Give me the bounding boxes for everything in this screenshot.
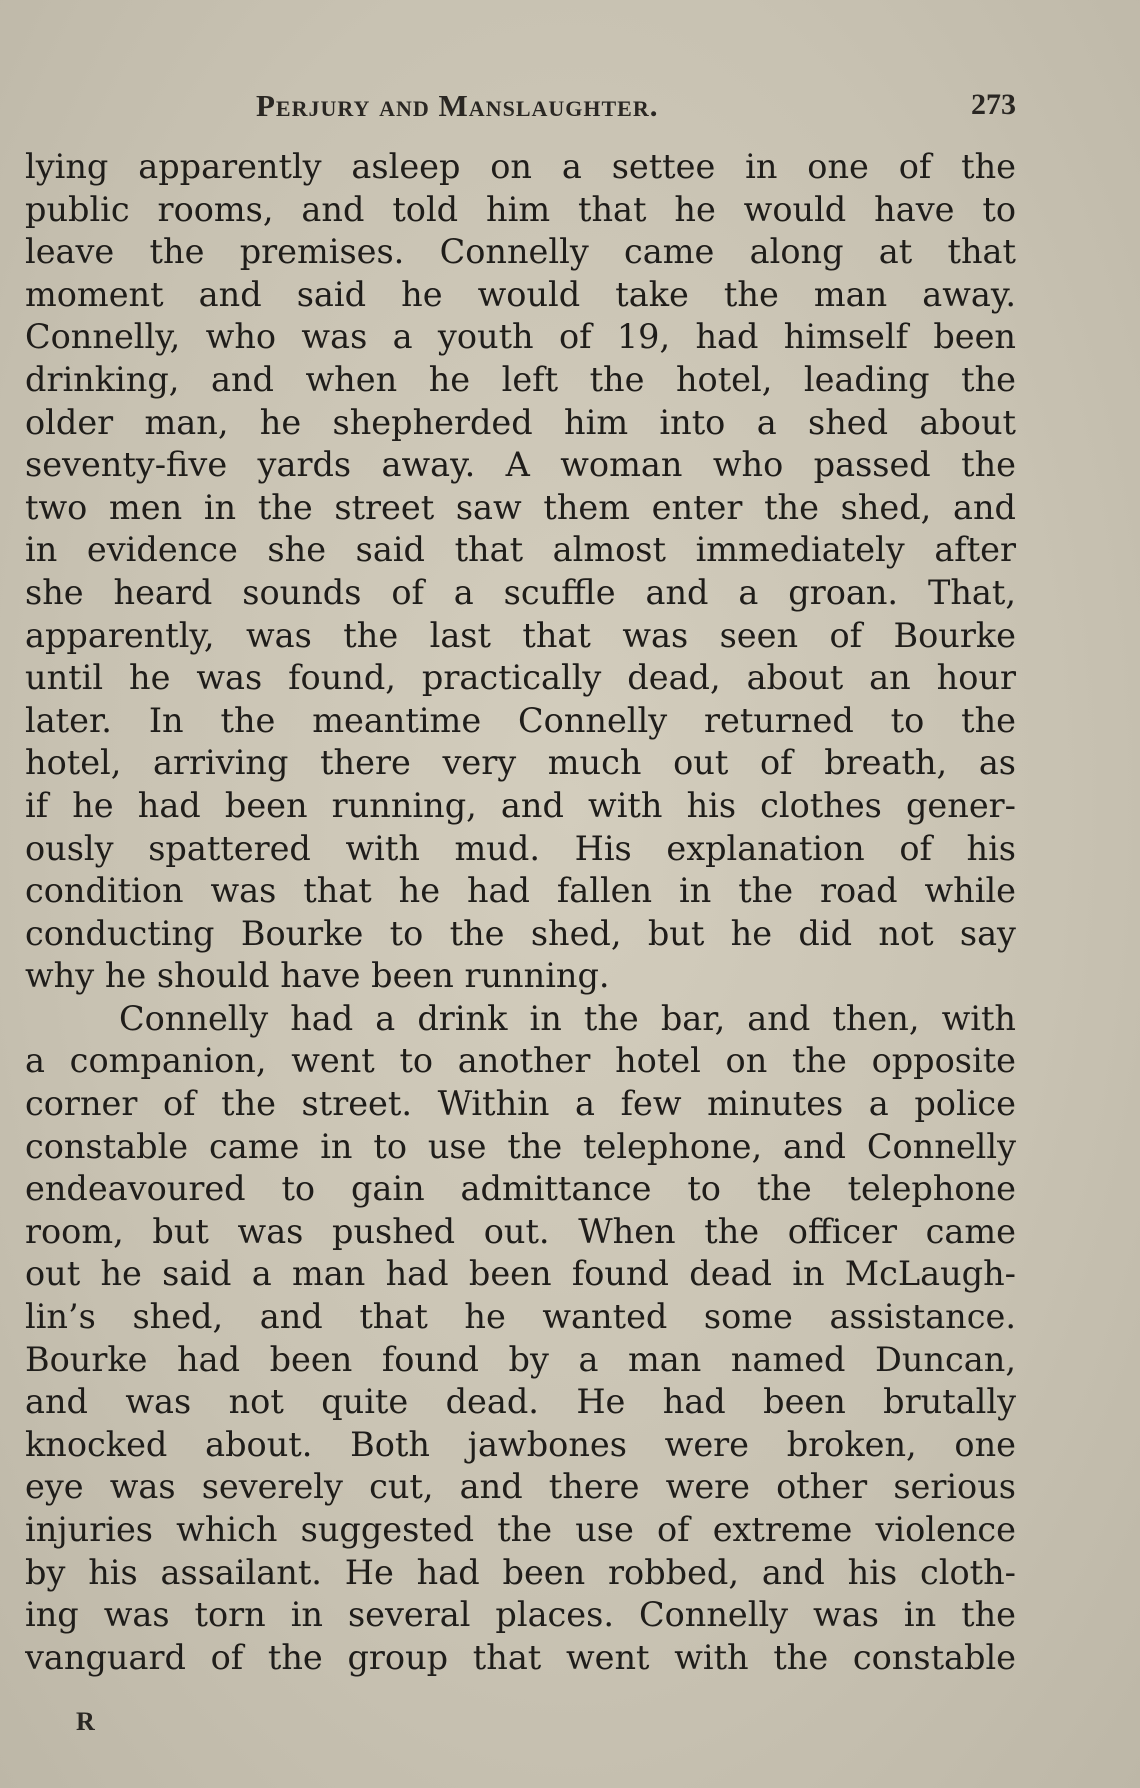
- text-line: older man, he shepherded him into a shed about: [25, 402, 1016, 442]
- text-line: out he said a man had been found dead in McLaugh-: [25, 1254, 1016, 1294]
- text-line: by his assailant. He had been robbed, and his cloth-: [25, 1552, 1016, 1592]
- text-line: public rooms, and told him that he would have to: [25, 189, 1016, 229]
- text-line: ing was torn in several places. Connelly was in the: [25, 1595, 1016, 1635]
- text-line: moment and said he would take the man away.: [25, 274, 1016, 314]
- text-line: corner of the street. Within a few minutes a police: [25, 1084, 1016, 1124]
- text-line: room, but was pushed out. When the officer came: [25, 1211, 1016, 1251]
- text-line: lying apparently asleep on a settee in one of the: [25, 147, 1016, 186]
- text-line: knocked about. Both jawbones were broken, one: [25, 1424, 1016, 1464]
- text-line: ously spattered with mud. His explanation of his: [25, 828, 1016, 868]
- text-line: and was not quite dead. He had been brutally: [25, 1382, 1016, 1422]
- text-line: seventy-five yards away. A woman who passed the: [25, 445, 1016, 485]
- text-line: Connelly, who was a youth of 19, had himself been: [25, 317, 1016, 357]
- text-line: eye was severely cut, and there were other serious: [25, 1467, 1016, 1507]
- page-number: 273: [971, 88, 1016, 121]
- text-line: conducting Bourke to the shed, but he did not say: [25, 913, 1016, 953]
- text-line: apparently, was the last that was seen of Bourke: [25, 615, 1016, 655]
- running-title: Perjury and Manslaughter.: [256, 88, 659, 123]
- text-line: leave the premises. Connelly came along at that: [25, 232, 1016, 272]
- text-line: injuries which suggested the use of extreme violence: [25, 1510, 1016, 1549]
- signature-mark: R: [76, 1707, 95, 1736]
- text-line: Bourke had been found by a man named Duncan,: [25, 1339, 1016, 1379]
- running-head: [256, 88, 1016, 128]
- text-line: two men in the street saw them enter the shed, and: [25, 487, 1016, 527]
- text-line: drinking, and when he left the hotel, leading the: [25, 359, 1016, 399]
- text-line: in evidence she said that almost immediately after: [25, 530, 1016, 570]
- paragraph-end-line: why he should have been running.: [25, 956, 610, 996]
- text-line: later. In the meantime Connelly returned to the: [25, 700, 1016, 740]
- text-line: a companion, went to another hotel on the opposite: [25, 1041, 1016, 1081]
- text-line: condition was that he had fallen in the road while: [25, 871, 1016, 911]
- text-line: if he had been running, and with his clothes gener-: [25, 785, 1016, 825]
- text-line: hotel, arriving there very much out of breath, as: [25, 743, 1016, 783]
- text-line: lin’s shed, and that he wanted some assistance.: [25, 1297, 1016, 1337]
- text-line: vanguard of the group that went with the constable: [25, 1637, 1016, 1677]
- text-line: until he was found, practically dead, about an hour: [25, 658, 1016, 698]
- text-line: she heard sounds of a scuffle and a groan. That,: [25, 572, 1016, 612]
- text-line: constable came in to use the telephone, and Connelly: [25, 1126, 1016, 1166]
- paragraph-start-line: Connelly had a drink in the bar, and then, with: [119, 998, 1016, 1038]
- body-text: [25, 146, 1016, 1679]
- text-line: endeavoured to gain admittance to the telephone: [25, 1169, 1016, 1209]
